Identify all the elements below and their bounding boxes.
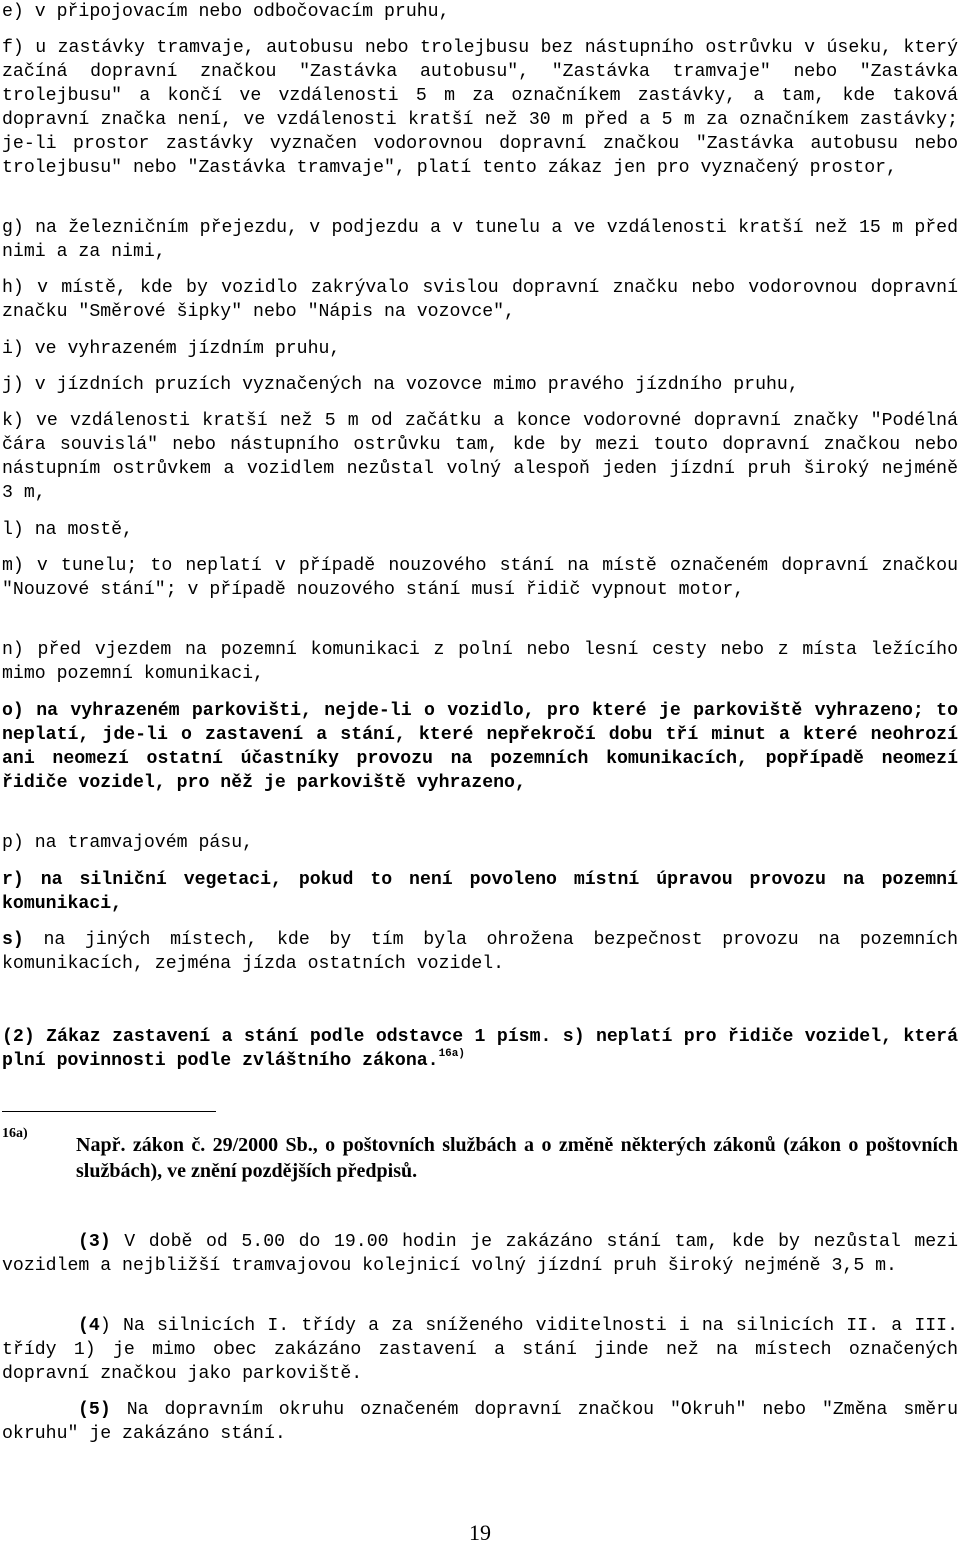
list-item-s xyxy=(2,928,958,976)
paragraph-5-text: Na dopravním okruhu označeném dopravní značkou "Okruh" nebo "Změna směru okruhu" je zakázáno stání. xyxy=(2,1400,958,1444)
list-item-r: r) na silniční vegetaci, pokud to není povoleno místní úpravou provozu na pozemní komunikaci, xyxy=(2,870,958,914)
list-item-j: j) v jízdních pruzích vyznačených na vozovce mimo pravého jízdního pruhu, xyxy=(2,375,799,395)
list-item-f: f) u zastávky tramvaje, autobusu nebo trolejbusu bez nástupního ostrůvku v úseku, který začíná dopravní značkou "Zastávka autobusu", "Zastávka tramvaje" nebo "Zastávka trolejbusu" a končí ve vzdálenosti 5 m za označníkem zastávky, a tam, kde taková dopravní značka není, ve vzdálenosti kratší než 30 m před a 5 m za označníkem zastávky; je-li prostor zastávky vyznačen vodorovnou dopravní značkou "Zastávka autobusu nebo trolejbusu" nebo "Zastávka tramvaje", platí tento zákaz jen pro vyznačený prostor, xyxy=(2,38,958,178)
footnote-reference[interactable]: 16a) xyxy=(438,1048,465,1060)
list-item-l: l) na mostě, xyxy=(2,520,133,540)
paragraph-2-text: (2) Zákaz zastavení a stání podle odstavce 1 písm. s) neplatí pro řidiče vozidel, která plní povinnosti podle zvláštního zákona. xyxy=(2,1027,958,1071)
paragraph-4-text: Na silnicích I. třídy a za sníženého viditelnosti i na silnicích II. a III. třídy 1) je mimo obec zakázáno zastavení a stání jinde než na místech označených dopravní značkou jako parkoviště. xyxy=(2,1316,958,1384)
list-item-k: k) ve vzdálenosti kratší než 5 m od začátku a konce vodorovné dopravní značky "Podélná čára souvislá" nebo nástupního ostrůvku tam, kde by mezi touto dopravní značkou nebo nástupním ostrůvkem a vozidlem nezůstal volný alespoň jeden jízdní pruh široký nejméně 3 m, xyxy=(2,411,958,503)
list-item-h: h) v místě, kde by vozidlo zakrývalo svislou dopravní značku nebo vodorovnou dopravní značku "Směrové šipky" nebo "Nápis na vozovce", xyxy=(2,278,958,322)
list-item-o: o) na vyhrazeném parkovišti, nejde-li o vozidlo, pro které je parkoviště vyhrazeno; to neplatí, jde-li o zastavení a stání, které nepřekročí dobu tří minut a které neohrozí ani neomezí ostatní účastníky provozu na pozemních komunikacích, popřípadě neomezí řidiče vozidel, pro něž je parkoviště vyhrazeno, xyxy=(2,701,958,793)
page-number: 19 xyxy=(469,1520,491,1545)
paragraph-5 xyxy=(2,1398,958,1446)
footnote-divider xyxy=(2,1111,216,1112)
footnote-text: Např. zákon č. 29/2000 Sb., o poštovních službách a o změně některých zákonů (zákon o poštovních službách), ve znění pozdějších předpisů. xyxy=(76,1134,958,1182)
paragraph-5-number: (5) xyxy=(78,1400,111,1420)
list-item-g: g) na železničním přejezdu, v podjezdu a v tunelu a ve vzdálenosti kratší než 15 m před nimi a za nimi, xyxy=(2,218,958,262)
paragraph-3-number: (3) xyxy=(78,1232,111,1252)
paragraph-2 xyxy=(2,1025,958,1073)
list-item-e: e) v připojovacím nebo odbočovacím pruhu, xyxy=(2,2,450,22)
paragraph-4-number-open: (4 xyxy=(78,1316,100,1336)
paragraph-4 xyxy=(2,1314,958,1386)
list-item-m: m) v tunelu; to neplatí v případě nouzového stání na místě označeném dopravní značkou "Nouzové stání"; v případě nouzového stání musí řidič vypnout motor, xyxy=(2,556,958,600)
paragraph-3-text: V době od 5.00 do 19.00 hodin je zakázáno stání tam, kde by nezůstal mezi vozidlem a nejbližší tramvajovou kolejnicí volný jízdní pruh široký nejméně 3,5 m. xyxy=(2,1232,958,1276)
paragraph-4-number-close: ) xyxy=(99,1316,111,1336)
list-item-s-text: na jiných místech, kde by tím byla ohrožena bezpečnost provozu na pozemních komunikacích, zejména jízda ostatních vozidel. xyxy=(2,930,958,974)
footnote-mark: 16a) xyxy=(2,1126,28,1141)
paragraph-3 xyxy=(2,1230,958,1278)
list-item-n: n) před vjezdem na pozemní komunikaci z polní nebo lesní cesty nebo z místa ležícího mimo pozemní komunikaci, xyxy=(2,640,958,684)
list-item-p: p) na tramvajovém pásu, xyxy=(2,833,254,853)
list-item-s-label: s) xyxy=(2,930,24,950)
list-item-i: i) ve vyhrazeném jízdním pruhu, xyxy=(2,339,341,359)
